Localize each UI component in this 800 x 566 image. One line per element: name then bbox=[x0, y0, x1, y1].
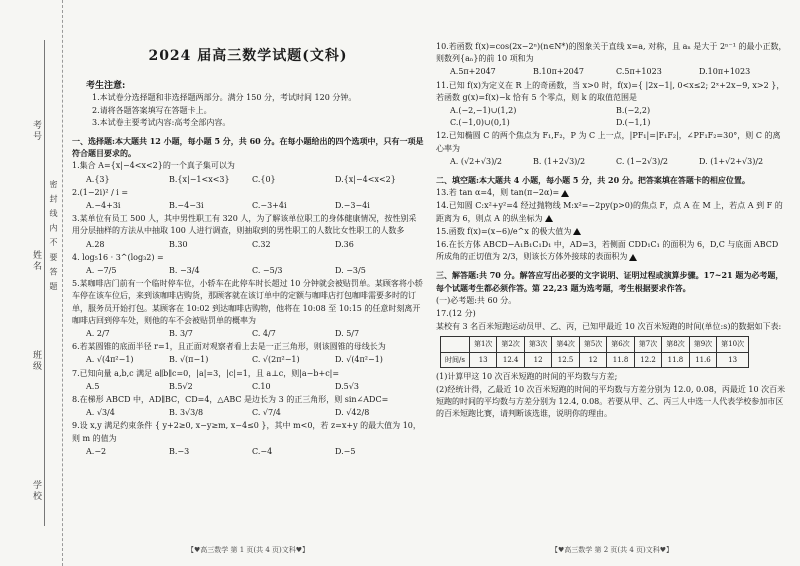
table-cell: 时间/s bbox=[441, 352, 470, 367]
question-2: 2.(1−2i)² / i = bbox=[72, 187, 129, 197]
option: C. 4/7 bbox=[252, 329, 276, 339]
question-6-options bbox=[72, 354, 424, 366]
table-cell: 13 bbox=[717, 352, 749, 367]
table-header-row bbox=[441, 337, 749, 352]
option: B. −3/4 bbox=[169, 266, 200, 276]
table-cell: 第7次 bbox=[634, 337, 661, 352]
option: C. −5/3 bbox=[252, 266, 283, 276]
option: B. 3/7 bbox=[169, 329, 193, 339]
answer-blank-icon bbox=[545, 215, 553, 222]
table-row bbox=[441, 352, 749, 367]
notice-2: 2.请将各题答案填写在答题卡上。 bbox=[92, 105, 212, 115]
option: C.−3+4i bbox=[252, 201, 287, 211]
table-cell bbox=[441, 337, 470, 352]
table-cell: 12.4 bbox=[497, 352, 524, 367]
option: B.{x|−1<x<3} bbox=[169, 174, 230, 184]
answer-blank-icon bbox=[629, 254, 637, 261]
option: B. √(π−1) bbox=[169, 355, 209, 365]
table-cell: 12.2 bbox=[634, 352, 661, 367]
option: A.−4+3i bbox=[86, 201, 121, 211]
question-14-text: 14.已知圆 C:x²+y²=4 经过抛物线 M:x²=−2py(p>0)的焦点 F，点 A 在 M 上，若点 A 到 F 的距离为 6，则点 A 的纵坐标为 bbox=[436, 201, 783, 223]
option: A.28 bbox=[86, 239, 105, 249]
option: C. √(2π²−1) bbox=[252, 355, 300, 365]
table-cell: 第3次 bbox=[524, 337, 551, 352]
question-9-options bbox=[72, 446, 424, 458]
kaohao-label: 考号 bbox=[31, 120, 41, 142]
notice-3: 3.本试卷主要考试内容:高考全部内容。 bbox=[92, 117, 231, 127]
exam-title: 2024 届高三数学试题(文科) bbox=[148, 48, 348, 64]
option: D.36 bbox=[335, 239, 354, 249]
option: B.−4−3i bbox=[169, 201, 204, 211]
question-7: 7.已知向量 a,b,c 满足 a∥b∥c=0，|a|=3，|c|=1，且 a⊥c，则|a−b+c|= bbox=[72, 368, 340, 378]
option: C. √7/4 bbox=[252, 408, 281, 418]
answer-blank-icon bbox=[561, 190, 569, 197]
question-1: 1.集合 A={x|−4<x<2}的一个真子集可以为 bbox=[72, 161, 235, 171]
table-cell: 第2次 bbox=[497, 337, 524, 352]
question-12: 12.已知椭圆 C 的两个焦点为 F₁,F₂，P 为 C 上一点，|PF₁|=|F₁F₂|，∠PF₁F₂=30°，则 C 的离心率为 bbox=[436, 131, 781, 153]
option: D.5√3 bbox=[335, 381, 359, 391]
option: C.{0} bbox=[252, 174, 276, 184]
option: D.{x|−4<x<2} bbox=[335, 174, 396, 184]
option: D. √42/8 bbox=[335, 408, 370, 418]
option: A.(−2,−1)∪(1,2) bbox=[450, 106, 517, 116]
seal-notice: 密 封 线 内 不 要 答 题 bbox=[49, 180, 58, 292]
option: D.(−1,1) bbox=[616, 118, 651, 128]
option: C.(−1,0)∪(0,1) bbox=[450, 118, 510, 128]
class-label: 班级 bbox=[31, 350, 41, 372]
option: B.10π+2047 bbox=[533, 67, 584, 77]
question-3-options bbox=[72, 239, 424, 251]
question-16-text: 16.在长方体 ABCD−A₁B₁C₁D₁ 中，AD=3，若侧面 CDD₁C₁ 的面积为 6，D,C 与底面 ABCD 所成角的正切值为 2/3，则该长方体外接球的表面积为 bbox=[436, 240, 779, 262]
question-15-text: 15.函数 f(x)=(x−6)/e^x 的极大值为 bbox=[436, 226, 572, 236]
option: C.5π+1023 bbox=[616, 67, 662, 77]
question-11: 11.已知 f(x)为定义在 R 上的奇函数，当 x>0 时，f(x)={ |2x−1|, 0<x≤2; 2ˣ+2x−9, x>2 }，若函数 g(x)=f(x)−k 恰有 5 个零点，则 k 的取值范围是 bbox=[436, 80, 785, 102]
subsection-required: (一)必考题:共 60 分。 bbox=[436, 295, 517, 305]
page-2 bbox=[436, 0, 788, 566]
option: B.−3 bbox=[169, 446, 190, 456]
notice-title: 考生注意: bbox=[86, 81, 126, 92]
option: D. −3/5 bbox=[335, 266, 366, 276]
question-5-options bbox=[72, 328, 424, 340]
question-11-options-2 bbox=[436, 117, 788, 129]
option: B.5√2 bbox=[169, 381, 193, 391]
question-4: 4. log₅16 · 3^(log₃2) = bbox=[72, 252, 164, 262]
option: A. √(4π²−1) bbox=[86, 355, 134, 365]
option: B. (1+2√3)/2 bbox=[533, 156, 586, 166]
page-1-footer: 【♥高三数学 第 1 页(共 4 页)文科♥】 bbox=[186, 545, 310, 554]
question-17-part-2: (2)经统计得，乙最近 10 次百米短跑的时间的平均数与方差分别为 12.0, 0.08，丙最近 10 次百米短跑的时间的平均数与方差分别为 12.4, 0.08。若要从甲、乙、丙三人中选一人代表学校参加市区的百米短跑比赛，请判断该选谁，说明你的理由。 bbox=[436, 385, 786, 419]
section-solution: 三、解答题:共 70 分。解答应写出必要的文字说明、证明过程或演算步骤。17~21 题为必考题，每个试题考生都必须作答。第 22,23 题为选考题，考生根据要求作答。 bbox=[436, 270, 784, 293]
option: A. 2/7 bbox=[86, 329, 110, 339]
answer-blank-icon bbox=[573, 228, 581, 235]
option: C.32 bbox=[252, 239, 271, 249]
question-9: 9.设 x,y 满足约束条件 { y+2≥0, x−y≥m, x−4≤0 }，其中 m<0，若 z=x+y 的最大值为 10，则 m 的值为 bbox=[72, 421, 421, 443]
binding-strip bbox=[0, 0, 63, 566]
option: A. −7/5 bbox=[86, 266, 117, 276]
question-4-options bbox=[72, 265, 424, 277]
question-8: 8.在梯形 ABCD 中，AD∥BC，CD=4，△ABC 是边长为 3 的正三角形，则 sin∠ADC= bbox=[72, 395, 389, 405]
table-cell: 13 bbox=[469, 352, 496, 367]
question-14 bbox=[436, 200, 788, 224]
question-1-options bbox=[72, 174, 424, 186]
question-15 bbox=[436, 226, 788, 238]
table-cell: 第10次 bbox=[717, 337, 749, 352]
option: D. 5/7 bbox=[335, 329, 360, 339]
question-7-options bbox=[72, 381, 424, 393]
section-choice: 一、选择题:本大题共 12 小题，每小题 5 分，共 60 分。在每小题给出的四个选项中，只有一项是符合题目要求的。 bbox=[72, 136, 424, 159]
binding-line bbox=[44, 40, 45, 526]
question-2-options bbox=[72, 200, 424, 212]
option: D. √(4π²−1) bbox=[335, 355, 383, 365]
option: A. √3/4 bbox=[86, 408, 115, 418]
option: B. 3√3/8 bbox=[169, 408, 204, 418]
page-1 bbox=[72, 0, 424, 566]
table-cell: 第9次 bbox=[689, 337, 716, 352]
question-17-stem: 某校有 3 名百米短跑运动员甲、乙、丙，已知甲最近 10 次百米短跑的时间(单位:s)的数据如下表: bbox=[436, 322, 782, 332]
name-label: 姓名 bbox=[31, 250, 41, 272]
school-label: 学校 bbox=[31, 480, 41, 502]
question-6: 6.若某圆锥的底面半径 r=1，且正面对观察者看上去是一正三角形，则该圆锥的母线长为 bbox=[72, 342, 386, 352]
table-cell: 第5次 bbox=[579, 337, 606, 352]
table-cell: 11.8 bbox=[662, 352, 689, 367]
notice-1: 1.本试卷分选择题和非选择题两部分。满分 150 分，考试时间 120 分钟。 bbox=[92, 93, 357, 103]
section-fill-blank: 二、填空题:本大题共 4 小题，每小题 5 分，共 20 分。把答案填在答题卡的相应位置。 bbox=[436, 175, 750, 186]
option: D.−5 bbox=[335, 446, 356, 456]
question-13 bbox=[436, 187, 788, 199]
option: A.5π+2047 bbox=[450, 67, 496, 77]
running-times-table bbox=[440, 336, 749, 367]
question-10-options bbox=[436, 66, 788, 78]
question-8-options bbox=[72, 407, 424, 419]
option: D.−3−4i bbox=[335, 201, 370, 211]
option: C.−4 bbox=[252, 446, 273, 456]
question-12-options bbox=[436, 156, 788, 168]
table-cell: 第1次 bbox=[469, 337, 496, 352]
question-3: 3.某单位有员工 500 人，其中男性职工有 320 人，为了解该单位职工的身体健康情况，按性别采用分层抽样的方法从中抽取 100 人进行调查，则抽取到的男性职工的人数比女性职工的人数多 bbox=[72, 214, 417, 236]
question-17-head: 17.(12 分) bbox=[436, 309, 476, 319]
option: D. (1+√2+√3)/2 bbox=[699, 156, 764, 166]
option: B.30 bbox=[169, 239, 188, 249]
question-10: 10.若函数 f(x)=cos(2x−2ⁿ)(n∈N*)的图象关于直线 x=a, 对称，且 aₙ 是大于 2ⁿ⁻¹ 的最小正数，则数列{aₙ}的前 10 项和为 bbox=[436, 42, 787, 64]
option: A.−2 bbox=[86, 446, 107, 456]
table-cell: 第8次 bbox=[662, 337, 689, 352]
option: C. (1−2√3)/2 bbox=[616, 156, 669, 166]
question-11-options bbox=[436, 105, 788, 117]
table-cell: 12.5 bbox=[552, 352, 579, 367]
question-16 bbox=[436, 239, 788, 263]
table-cell: 11.6 bbox=[689, 352, 716, 367]
table-cell: 12 bbox=[524, 352, 551, 367]
option: C.10 bbox=[252, 381, 271, 391]
table-cell: 第4次 bbox=[552, 337, 579, 352]
option: A.5 bbox=[86, 381, 100, 391]
table-cell: 12 bbox=[579, 352, 606, 367]
question-13-text: 13.若 tan α=4，则 tan(π−2α)= bbox=[436, 188, 560, 198]
option: A.{3} bbox=[86, 174, 110, 184]
table-cell: 第6次 bbox=[607, 337, 634, 352]
question-17-part-1: (1)计算甲这 10 次百米短跑的时间的平均数与方差; bbox=[436, 371, 618, 381]
page-2-footer: 【♥高三数学 第 2 页(共 4 页)文科♥】 bbox=[550, 545, 674, 554]
question-5: 5.某咖啡店门前有一个临时停车位，小轿车在此停车时长超过 10 分钟就会被贴罚单。某顾客将小轿车停在该车位后，来到该咖啡店购货，那顾客就在该订单中的定额与咖啡店打包咖啡需要多时的订单，服务员开始打包。某顾客在 10:02 到达咖啡店购物，他将在 10:08 至 10:15 的任意时刻离开咖啡店回到停车处，则他的车不会被贴罚单的概率为 bbox=[72, 279, 423, 325]
option: D.10π+1023 bbox=[699, 67, 751, 77]
table-cell: 11.8 bbox=[607, 352, 634, 367]
option: B.(−2,2) bbox=[616, 106, 651, 116]
option: A. (√2+√3)/2 bbox=[450, 156, 502, 166]
